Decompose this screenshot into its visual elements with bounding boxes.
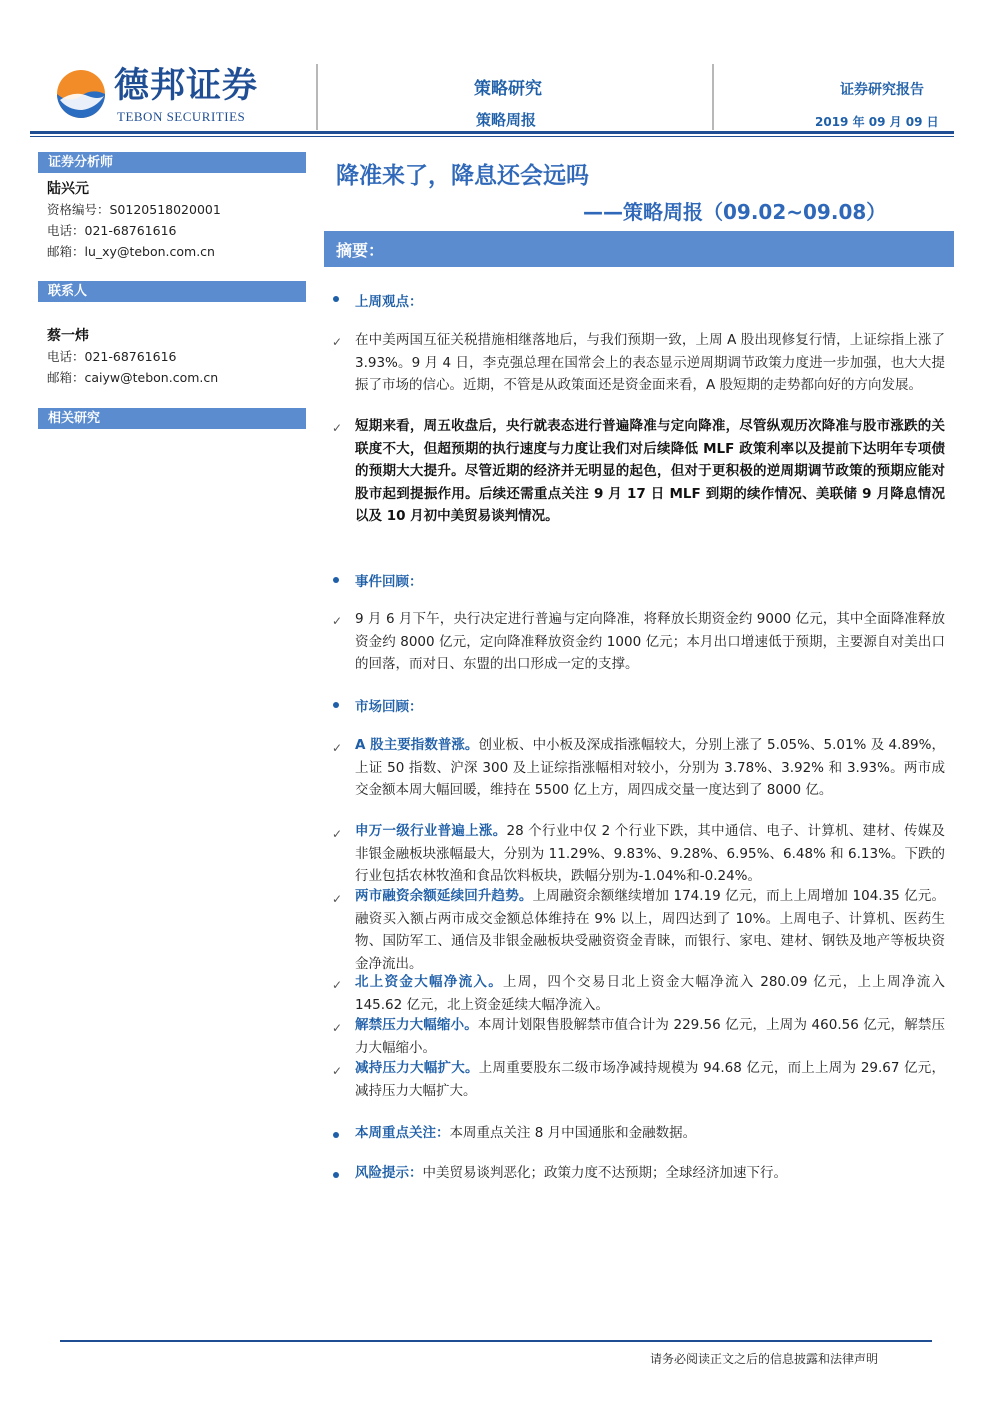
analyst-cert: 资格编号：S0120518020001 bbox=[47, 202, 221, 217]
risk-text: 中美贸易谈判恶化；政策力度不达预期；全球经济加速下行。 bbox=[422, 1165, 787, 1181]
check-mark-icon: ✓ bbox=[332, 978, 343, 992]
section-heading: 上周观点： bbox=[355, 294, 423, 310]
section-heading: 本周重点关注： bbox=[355, 1125, 450, 1141]
check-mark-icon: ✓ bbox=[332, 335, 343, 349]
market-item-text: 上周重要股东二级市场净减持规模为 94.68 亿元，而上上周为 29.67 亿元，减持压力大幅扩大。 bbox=[355, 1060, 945, 1099]
analyst-email[interactable]: 邮箱：lu_xy@tebon.com.cn bbox=[47, 244, 215, 259]
paragraph: 9 月 6 月下午，央行决定进行普遍与定向降准，将释放长期资金约 9000 亿元，其中全面降准释放资金约 8000 亿元，定向降准释放资金约 1000 亿元；本月出口增速低于预期，主要源自对美出口的回落，而对日、东盟的出口形成一定的支撑。 bbox=[355, 611, 945, 673]
abstract-label: 摘要： bbox=[336, 241, 385, 260]
market-item bbox=[355, 734, 945, 802]
check-mark-icon: ✓ bbox=[332, 827, 343, 841]
analyst-name: 陆兴元 bbox=[47, 181, 89, 197]
check-mark-icon: ✓ bbox=[332, 892, 343, 906]
report-type: 证券研究报告 bbox=[840, 82, 924, 98]
check-mark-icon: ✓ bbox=[332, 1021, 343, 1035]
risk-line bbox=[355, 1162, 945, 1185]
contact-section-header: 联系人 bbox=[38, 281, 306, 302]
bullet-dot-icon bbox=[333, 296, 339, 302]
report-date: 2019 年 09 月 09 日 bbox=[815, 115, 939, 129]
footer-disclaimer: 请务必阅读正文之后的信息披露和法律声明 bbox=[650, 1352, 879, 1366]
focus-text: 本周重点关注 8 月中国通胀和金融数据。 bbox=[449, 1125, 697, 1141]
bullet-dot-icon bbox=[333, 577, 339, 583]
bullet-dot-icon bbox=[333, 1172, 339, 1178]
company-logo-icon bbox=[52, 68, 110, 120]
report-subcategory: 策略周报 bbox=[476, 111, 537, 129]
report-subtitle: ——策略周报（09.02~09.08） bbox=[583, 200, 887, 224]
check-mark-icon: ✓ bbox=[332, 1064, 343, 1078]
market-item-text: 创业板、中小板及深成指涨幅较大，分别上涨了 5.05%、5.01% 及 4.89%，上证 50 指数、沪深 300 及上证综指涨幅相对较小，分别为 3.78%、3.92% 和 3.93%。两市成交金额本周大幅回暖，维持在 5500 亿上方，周四成交量一度达到了 8000 亿。 bbox=[355, 737, 945, 799]
market-item-lead: 减持压力大幅扩大。 bbox=[355, 1060, 479, 1076]
report-category: 策略研究 bbox=[474, 79, 542, 99]
market-item-lead: 两市融资余额延续回升趋势。 bbox=[355, 888, 533, 904]
section-heading: 事件回顾： bbox=[355, 574, 423, 590]
bullet-dot-icon bbox=[333, 702, 339, 708]
paragraph-emphasis: 短期来看，周五收盘后，央行就表态进行普遍降准与定向降准，尽管纵观历次降准与股市涨跌的关联度不大，但超预期的执行速度与力度让我们对后续降低 MLF 政策利率以及提前下达明年专项债的预期大大提升。尽管近期的经济并无明显的起色，但对于更积极的逆周期调节政策的预期应能对股市起到提振作用。后续还需重点关注 9 月 17 日 MLF 到期的续作情况、美联储 9 月降息情况以及 10 月初中美贸易谈判情况。 bbox=[355, 418, 945, 525]
market-item-text: 本周计划限售股解禁市值合计为 229.56 亿元，上周为 460.56 亿元，解禁压力大幅缩小。 bbox=[355, 1017, 946, 1056]
analyst-phone: 电话：021-68761616 bbox=[47, 223, 177, 238]
market-item-text: 上周，四个交易日北上资金大幅净流入 280.09 亿元，上上周净流入 145.62 亿元，北上资金延续大幅净流入。 bbox=[355, 974, 946, 1013]
market-item-lead: 解禁压力大幅缩小。 bbox=[355, 1017, 478, 1033]
bullet-dot-icon bbox=[333, 1132, 339, 1138]
paragraph: 在中美两国互征关税措施相继落地后，与我们预期一致，上周 A 股出现修复行情，上证综指上涨了 3.93%。9 月 4 日，李克强总理在国常会上的表态显示逆周期调节政策力度进一步加强，也大大提振了市场的信心。近期，不管是从政策面还是资金面来看，A 股短期的走势都向好的方向发展。 bbox=[355, 332, 945, 394]
market-item-text: 28 个行业中仅 2 个行业下跌，其中通信、电子、计算机、建材、传媒及非银金融板块涨幅最大，分别为 11.29%、9.83%、9.28%、6.95%、6.48% 和 6.13%。下跌的行业包括农林牧渔和食品饮料板块，跌幅分别为-1.04%和-0.24%。 bbox=[355, 823, 946, 885]
section-heading: 市场回顾： bbox=[355, 699, 423, 715]
market-item bbox=[355, 885, 945, 975]
check-mark-icon: ✓ bbox=[332, 421, 343, 435]
header-rule bbox=[30, 136, 954, 137]
market-item-lead: A 股主要指数普涨。 bbox=[355, 737, 479, 753]
related-research-header: 相关研究 bbox=[38, 408, 306, 429]
focus-line bbox=[355, 1122, 945, 1145]
header-rule bbox=[30, 131, 954, 134]
market-item bbox=[355, 820, 945, 888]
market-item-lead: 申万一级行业普遍上涨。 bbox=[355, 823, 507, 839]
market-item bbox=[355, 1057, 945, 1102]
header-divider bbox=[316, 64, 318, 130]
market-item-lead: 北上资金大幅净流入。 bbox=[355, 974, 504, 990]
logo-chinese-name: 德邦证券 bbox=[114, 65, 259, 106]
footer-rule bbox=[60, 1340, 932, 1342]
section-heading: 风险提示： bbox=[355, 1165, 423, 1181]
report-title: 降准来了，降息还会远吗 bbox=[336, 163, 589, 189]
contact-phone: 电话：021-68761616 bbox=[47, 349, 177, 364]
market-item bbox=[355, 1014, 945, 1059]
abstract-bar bbox=[324, 231, 954, 267]
check-mark-icon: ✓ bbox=[332, 614, 343, 628]
contact-email[interactable]: 邮箱：caiyw@tebon.com.cn bbox=[47, 370, 219, 385]
logo-english-name: TEBON SECURITIES bbox=[117, 109, 246, 124]
contact-name: 蔡一炜 bbox=[47, 328, 89, 344]
check-mark-icon: ✓ bbox=[332, 741, 343, 755]
analyst-section-header: 证券分析师 bbox=[38, 152, 306, 173]
market-item bbox=[355, 971, 945, 1016]
header-divider bbox=[712, 64, 714, 130]
market-item-text: 上周融资余额继续增加 174.19 亿元，而上上周增加 104.35 亿元。融资买入额占两市成交金额总体维持在 9% 以上，周四达到了 10%。上周电子、计算机、医药生物、国防军工、通信及非银金融板块受融资资金青睐，而银行、家电、建材、钢铁及地产等板块资金净流出。 bbox=[355, 888, 946, 972]
